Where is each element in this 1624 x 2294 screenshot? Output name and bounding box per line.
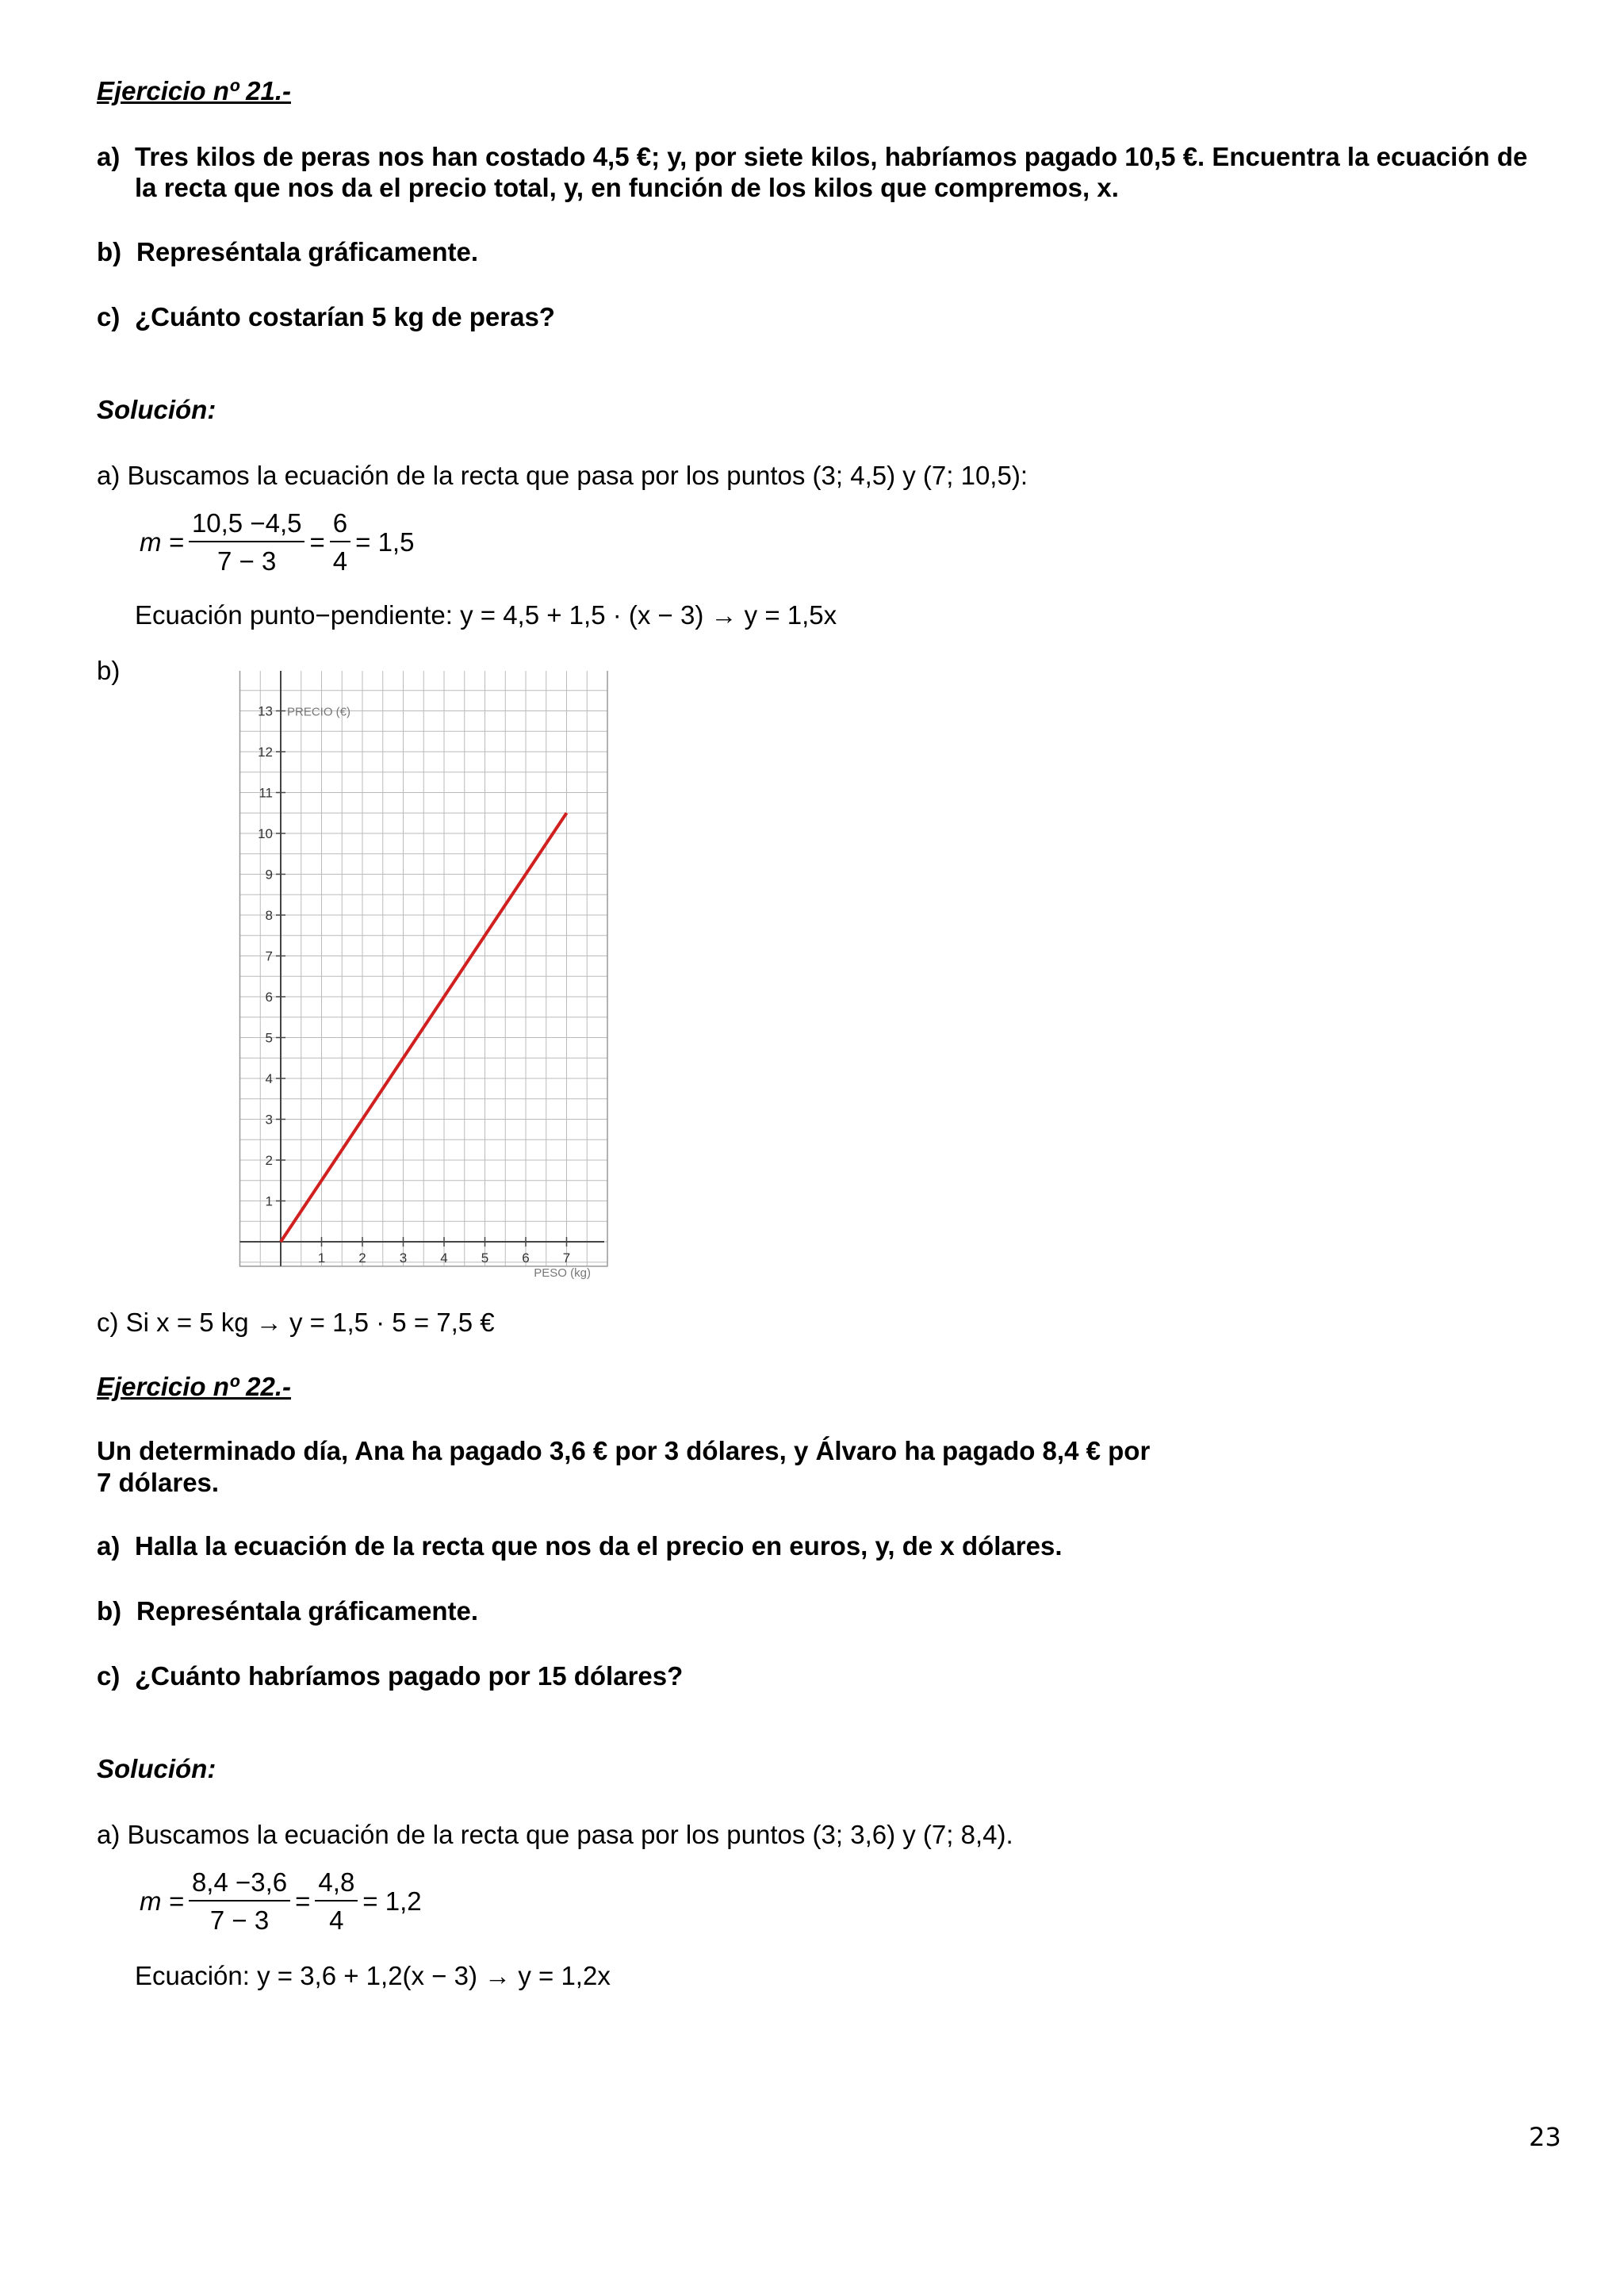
y-tick-label: 4 xyxy=(265,1071,273,1086)
ex21-a-text-line1: Tres kilos de peras nos han costado 4,5 €; y, por siete kilos, habríamos pagado 10,5 €. Encuentra la ecuación de xyxy=(135,142,1528,171)
y-tick-label: 5 xyxy=(265,1030,273,1046)
slope-result: = 1,2 xyxy=(362,1886,422,1916)
slope-m-label: m = xyxy=(140,1886,184,1916)
x-tick-label: 2 xyxy=(358,1250,366,1266)
x-tick-label: 1 xyxy=(317,1250,326,1266)
x-tick-label: 5 xyxy=(481,1250,489,1266)
x-tick-label: 6 xyxy=(522,1250,530,1266)
y-tick-label: 2 xyxy=(265,1153,273,1168)
slope-fraction-1 xyxy=(189,507,305,577)
ex21-b-text: Represéntala gráficamente. xyxy=(136,237,479,266)
exercise-22-title: Ejercicio nº 22.- xyxy=(97,1372,291,1401)
exercise-21-title: Ejercicio nº 21.- xyxy=(97,76,291,105)
slope-denominator-1: 7 − 3 xyxy=(209,1905,270,1935)
y-axis-label: PRECIO (€) xyxy=(287,705,351,719)
ex22-equation: Ecuación: y = 3,6 + 1,2(x − 3) → y = 1,2x xyxy=(135,1961,611,1990)
page-number: 23 xyxy=(1529,2122,1561,2152)
y-tick-label: 13 xyxy=(258,703,273,719)
slope-denominator-2: 4 xyxy=(332,546,348,576)
slope-numerator-2: 4,8 xyxy=(315,1867,358,1901)
chart-ticks xyxy=(258,704,570,1266)
ex22-slope-formula xyxy=(140,1867,422,1936)
ex21-solution-a: a) Buscamos la ecuación de la recta que pasa por los puntos (3; 4,5) y (7; 10,5): xyxy=(97,461,1028,490)
y-tick-label: 10 xyxy=(258,826,273,841)
slope-fraction-1 xyxy=(189,1867,290,1936)
ex21-solution-label: Solución: xyxy=(97,395,216,424)
y-tick-label: 3 xyxy=(265,1112,273,1128)
y-tick-label: 12 xyxy=(258,745,273,760)
slope-fraction-2 xyxy=(330,507,350,577)
x-axis-label: PESO (kg) xyxy=(534,1266,591,1280)
slope-denominator-2: 4 xyxy=(329,1905,344,1935)
y-tick-label: 7 xyxy=(265,948,273,964)
ex22-intro-line1: Un determinado día, Ana ha pagado 3,6 € por 3 dólares, y Álvaro ha pagado 8,4 € por xyxy=(97,1436,1151,1465)
ex21-equation: Ecuación punto−pendiente: y = 4,5 + 1,5 · (x − 3) → y = 1,5x xyxy=(135,600,837,630)
ex22-intro-line2: 7 dólares. xyxy=(97,1468,220,1497)
slope-equals: = xyxy=(295,1886,311,1916)
ex22-b-text: Represéntala gráficamente. xyxy=(136,1596,479,1626)
ex22-solution-a: a) Buscamos la ecuación de la recta que pasa por los puntos (3; 3,6) y (7; 8,4). xyxy=(97,1820,1013,1849)
ex21-c-letter: c) xyxy=(97,302,121,331)
slope-numerator-1: 8,4 −3,6 xyxy=(189,1867,290,1901)
x-tick-label: 7 xyxy=(562,1250,571,1266)
price-weight-chart xyxy=(238,671,611,1289)
slope-numerator-1: 10,5 −4,5 xyxy=(189,507,305,542)
slope-numerator-2: 6 xyxy=(330,507,350,542)
ex22-a-letter: a) xyxy=(97,1531,121,1561)
ex22-a-text: Halla la ecuación de la recta que nos da el precio en euros, y, de x dólares. xyxy=(135,1531,1063,1561)
chart-grid xyxy=(240,671,608,1266)
ex21-solution-b: b) xyxy=(97,656,121,685)
y-tick-label: 1 xyxy=(265,1193,273,1209)
chart-axes xyxy=(240,671,605,1266)
y-tick-label: 6 xyxy=(265,990,273,1005)
ex21-b-letter: b) xyxy=(97,237,122,266)
x-tick-label: 3 xyxy=(399,1250,408,1266)
ex22-c-letter: c) xyxy=(97,1661,121,1691)
slope-result: = 1,5 xyxy=(355,527,415,557)
slope-denominator-1: 7 − 3 xyxy=(217,546,277,576)
ex21-a-text-line2: la recta que nos da el precio total, y, en función de los kilos que compremos, x. xyxy=(135,173,1119,202)
ex21-c-text: ¿Cuánto costarían 5 kg de peras? xyxy=(135,302,555,331)
ex22-b-letter: b) xyxy=(97,1596,122,1626)
slope-equals: = xyxy=(309,527,325,557)
ex22-solution-label: Solución: xyxy=(97,1754,216,1783)
y-tick-label: 11 xyxy=(259,785,273,801)
y-tick-label: 9 xyxy=(265,867,273,883)
y-tick-label: 8 xyxy=(265,908,273,923)
slope-m-label: m = xyxy=(140,527,184,557)
ex21-slope-formula xyxy=(140,507,414,577)
x-tick-label: 4 xyxy=(440,1250,448,1266)
ex22-c-text: ¿Cuánto habríamos pagado por 15 dólares? xyxy=(135,1661,684,1691)
ex21-solution-c: c) Si x = 5 kg → y = 1,5 · 5 = 7,5 € xyxy=(97,1308,495,1337)
ex21-a-letter: a) xyxy=(97,142,121,171)
slope-fraction-2 xyxy=(315,1867,358,1936)
